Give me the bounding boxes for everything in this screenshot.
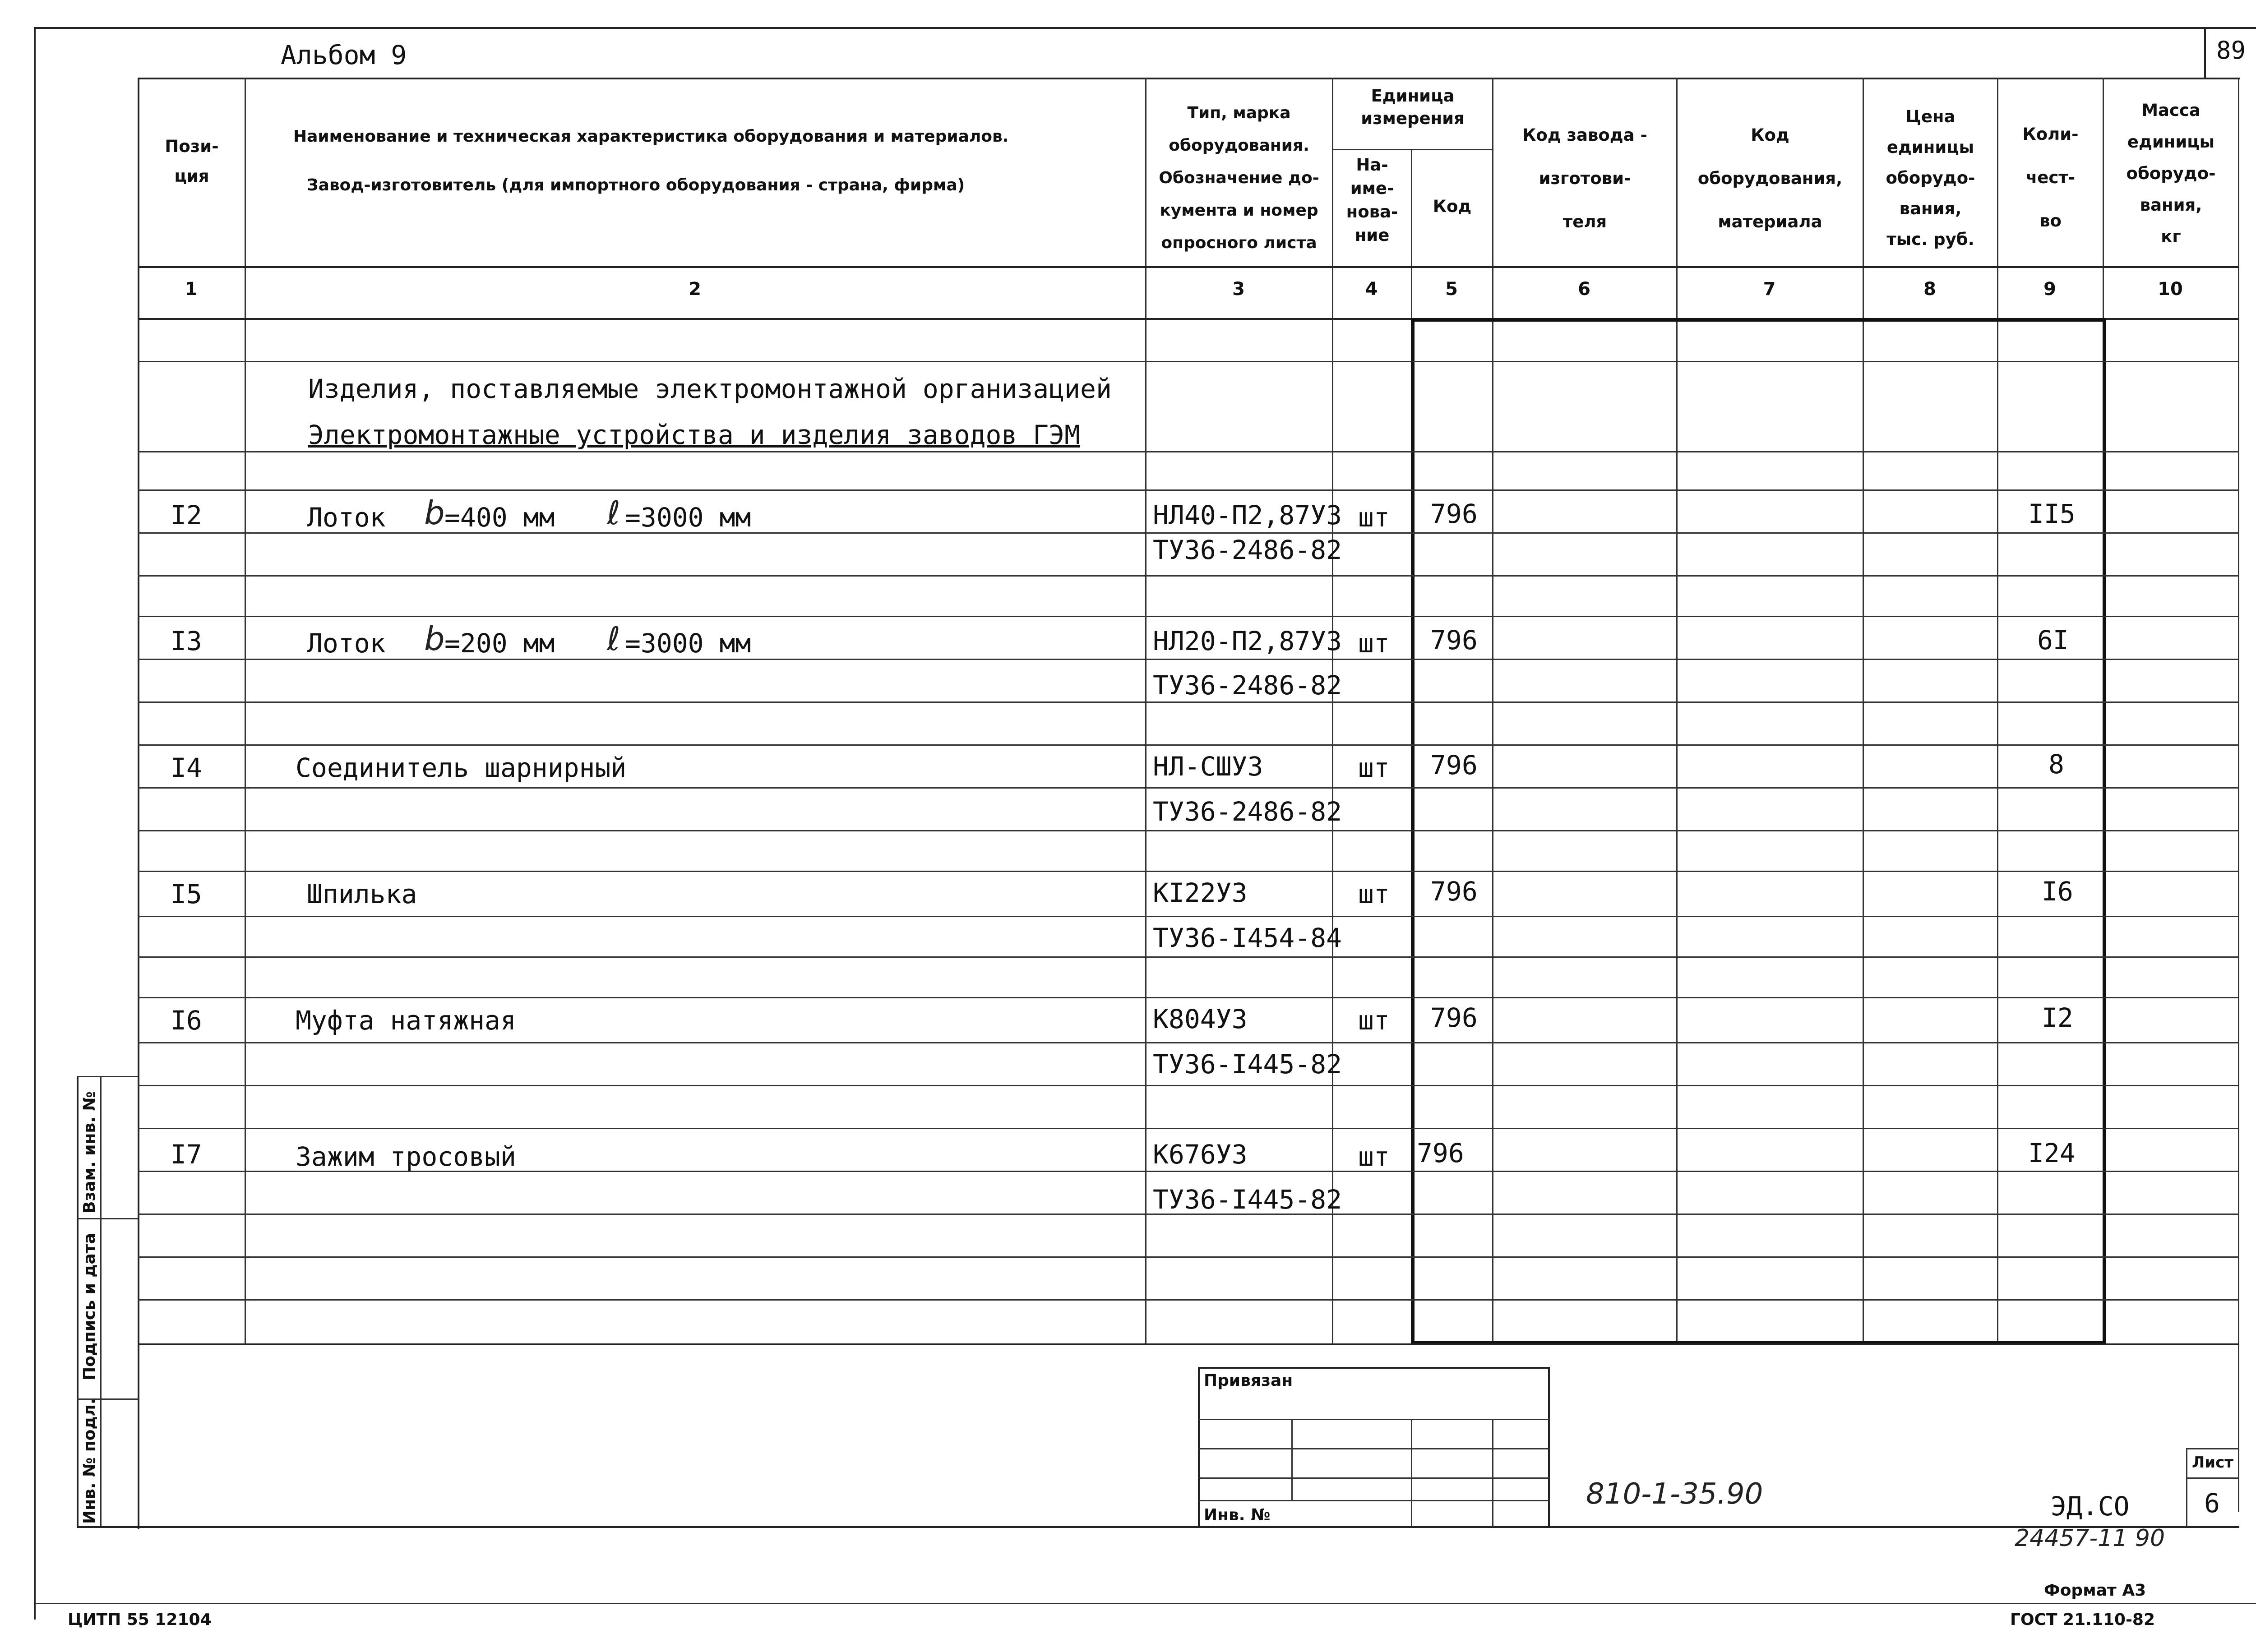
col-border-right: [2238, 78, 2239, 1512]
row-line: [138, 744, 2239, 746]
page-number: 89: [2216, 36, 2246, 65]
album-label: Альбом 9: [281, 40, 407, 70]
header-equipment-code: Код оборудования, материала: [1697, 125, 1843, 231]
frame-top-inner: [138, 78, 2240, 79]
width-symbol: b: [424, 494, 445, 532]
row-line: [138, 451, 2239, 452]
stamp-row3: [1198, 1477, 1550, 1479]
table-bottom-line: [138, 1343, 2239, 1345]
header-unit-name: На- име- нова- ние: [1346, 155, 1398, 245]
stamp-top: [1198, 1367, 1550, 1369]
header-quantity: Коли- чест- во: [2022, 125, 2079, 231]
colnum-5: 5: [1445, 279, 1458, 300]
row-line: [138, 489, 2239, 491]
item-unit: шт: [1358, 1141, 1390, 1172]
row-line: [138, 1128, 2239, 1129]
header-mass: Масса единицы оборудо- вания, кг: [2126, 101, 2216, 246]
gost-label: ГОСТ 21.110-82: [2010, 1610, 2155, 1629]
item-unit: шт: [1358, 879, 1390, 909]
item-position: I4: [171, 752, 202, 783]
item-width: =200 мм: [444, 628, 555, 659]
sheet-box-left: [2186, 1448, 2187, 1527]
stamp-bound-label: Привязан: [1204, 1371, 1293, 1390]
item-code: 796: [1430, 750, 1478, 780]
row-line: [138, 956, 2239, 958]
stamp-col1: [1291, 1419, 1293, 1500]
item-position: I7: [171, 1139, 202, 1170]
stamp-row2: [1198, 1448, 1550, 1449]
colnum-1: 1: [185, 279, 198, 300]
colnum-10: 10: [2158, 279, 2183, 300]
stamp-row4: [1198, 1500, 1550, 1501]
item-unit: шт: [1358, 1005, 1390, 1036]
item-type: К804У3: [1153, 1004, 1248, 1034]
format-label: Формат А3: [2044, 1581, 2146, 1600]
header-bottom-line: [138, 266, 2239, 268]
sheet-box-top: [2186, 1448, 2239, 1449]
item-quantity: 6I: [2037, 625, 2069, 655]
length-symbol: ℓ: [607, 494, 620, 532]
item-position: I3: [171, 626, 202, 656]
colnum-2: 2: [689, 279, 701, 300]
side-strip-inner: [100, 1076, 102, 1527]
row-line: [138, 575, 2239, 577]
side-label-inv-podl: Инв. № подл.: [80, 1398, 99, 1524]
side-strip-left: [77, 1076, 79, 1527]
item-length: =3000 мм: [625, 502, 751, 533]
item-code: 796: [1430, 876, 1478, 907]
item-position: I2: [171, 500, 202, 531]
row-line: [138, 1042, 2239, 1043]
unit-group-separator: [1332, 149, 1492, 150]
section-subtitle: Электромонтажные устройства и изделия заводов ГЭМ: [308, 420, 1081, 450]
row-line: [138, 830, 2239, 831]
section-title: Изделия, поставляемые электромонтажной организацией: [308, 374, 1112, 404]
item-unit: шт: [1358, 502, 1390, 533]
item-name: Муфта натяжная: [296, 1005, 516, 1036]
side-strip-div1: [77, 1218, 139, 1219]
item-unit: шт: [1358, 628, 1390, 659]
item-code: 796: [1430, 498, 1478, 529]
item-position: I6: [171, 1005, 202, 1036]
header-unit-code: Код: [1433, 197, 1472, 216]
item-type: КI22У3: [1153, 877, 1248, 908]
colnum-8: 8: [1923, 279, 1936, 300]
item-type: НЛ-СШУ3: [1153, 751, 1263, 782]
item-quantity: I2: [2042, 1002, 2073, 1033]
row-line: [138, 871, 2239, 872]
item-quantity: I24: [2028, 1138, 2076, 1168]
row-line: [138, 916, 2239, 917]
stamp-col3: [1492, 1419, 1493, 1527]
sheet-label: Лист: [2192, 1454, 2233, 1472]
item-doc: ТУ36-2486-82: [1153, 796, 1342, 827]
row-line: [138, 361, 2239, 362]
item-type: К676У3: [1153, 1139, 1248, 1170]
document-code: 810-1-35.90: [1586, 1477, 1763, 1511]
side-strip-top: [77, 1076, 139, 1077]
archive-number: 24457-11 90: [2015, 1525, 2165, 1552]
side-label-podpis: Подпись и дата: [80, 1233, 99, 1380]
colnum-6: 6: [1578, 279, 1590, 300]
stamp-col2: [1411, 1419, 1412, 1527]
frame-left: [34, 27, 36, 1620]
colnum-9: 9: [2043, 279, 2056, 300]
titleblock-bottom: [138, 1526, 2239, 1528]
item-quantity: I6: [2042, 876, 2073, 907]
item-code: 796: [1430, 1002, 1478, 1033]
item-code: 796: [1430, 625, 1478, 655]
width-symbol: b: [424, 620, 445, 658]
item-quantity: II5: [2028, 498, 2076, 529]
item-type: НЛ40-П2,87У3: [1153, 500, 1342, 531]
header-unit-group: Единица измерения: [1361, 86, 1465, 128]
item-doc: ТУ36-I445-82: [1153, 1049, 1342, 1080]
frame-bottom: [34, 1603, 2256, 1604]
item-name: Соединитель шарнирный: [296, 752, 627, 783]
header-type: Тип, марка оборудования. Обозначение до- кумента и номер опросного листа: [1159, 104, 1319, 252]
item-quantity: 8: [2048, 749, 2064, 780]
item-name: Лоток: [307, 628, 386, 659]
row-line: [138, 1256, 2239, 1258]
stamp-left: [1198, 1367, 1200, 1527]
row-line: [138, 616, 2239, 617]
sheet-box-mid: [2186, 1477, 2239, 1479]
item-name: Зажим тросовый: [296, 1141, 516, 1172]
sheet-number: 6: [2204, 1488, 2220, 1518]
item-unit: шт: [1358, 752, 1390, 783]
item-position: I5: [171, 879, 202, 909]
item-width: =400 мм: [444, 502, 555, 533]
row-line: [138, 787, 2239, 789]
stamp-right: [1548, 1367, 1550, 1527]
colnum-4: 4: [1365, 279, 1378, 300]
stamp-row1: [1198, 1419, 1550, 1420]
header-position: Пози- ция: [165, 137, 219, 186]
item-type: НЛ20-П2,87У3: [1153, 626, 1342, 656]
item-doc: ТУ36-I454-84: [1153, 923, 1342, 953]
colnum-3: 3: [1232, 279, 1245, 300]
stamp-inv-label: Инв. №: [1204, 1506, 1271, 1524]
row-line: [138, 659, 2239, 660]
item-doc: ТУ36-2486-82: [1153, 535, 1342, 565]
row-line: [138, 701, 2239, 703]
header-name-line0: Наименование и техническая характеристика оборудования и материалов.: [293, 127, 1009, 146]
printer-code: ЦИТП 55 12104: [68, 1610, 212, 1629]
row-line: [138, 1085, 2239, 1086]
row-line: [138, 997, 2239, 998]
length-symbol: ℓ: [607, 620, 620, 658]
item-doc: ТУ36-2486-82: [1153, 670, 1342, 701]
sheet-code: ЭД.СО: [2051, 1491, 2130, 1522]
item-length: =3000 мм: [625, 628, 751, 659]
item-code: 796: [1417, 1138, 1464, 1168]
colnum-7: 7: [1763, 279, 1776, 300]
item-name: Шпилька: [307, 879, 417, 909]
header-name-line1: Завод-изготовитель (для импортного оборудования - страна, фирма): [307, 176, 965, 194]
header-factory-code: Код завода - изготови- теля: [1522, 125, 1647, 231]
side-strip-bottom: [77, 1526, 139, 1528]
side-label-vzam: Взам. инв. №: [80, 1091, 99, 1214]
header-price: Цена единицы оборудо- вания, тыс. руб.: [1886, 107, 1975, 249]
frame-top: [34, 27, 2256, 29]
item-doc: ТУ36-I445-82: [1153, 1184, 1342, 1215]
row-line: [138, 1299, 2239, 1301]
item-name: Лоток: [307, 502, 386, 533]
page-number-box-edge: [2204, 27, 2206, 79]
